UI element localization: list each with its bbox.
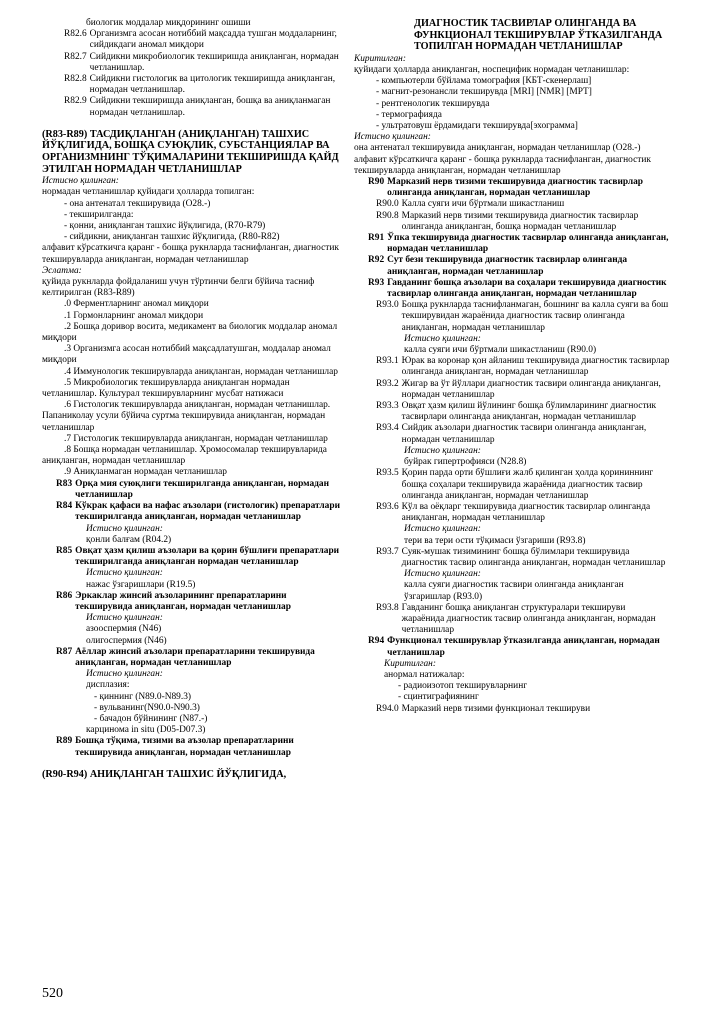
entry-text: Марказий нерв тизими функционал текшируви [401, 703, 591, 714]
entry-text: Гавданинг бошқа аниқланган структуралари текшируви жараёнида диагностик тасвир олинганда аниқланган, нормадан четланишлар [401, 602, 656, 636]
exclusion-item: - қонни, аниқланган ташхис йўқлигида, (R70-R79) [64, 221, 266, 232]
category-r87 [42, 647, 342, 669]
code-entry-r90-0 [354, 199, 670, 210]
code: R93.1 [376, 356, 399, 367]
subdivision-item: .4 Иммунологик текширувларда аниқланган, нормадан четланишлар [64, 366, 338, 377]
exclusion-text: қонли балғам (R04.2) [86, 534, 172, 545]
category-r83 [42, 479, 342, 501]
right-column [354, 18, 670, 715]
subdivision-item: .9 Аниқланмаган нормадан четланишлар [64, 467, 227, 478]
exclusion-item: - сийдикни, аниқланган ташхис йўқлигида, (R80-R82) [64, 232, 280, 243]
entry-text: Суяк-мушак тизимининг бошқа бўлимлари текширувида диагностик тасвир олинганда аниқланган, нормадан четланишлар [401, 546, 666, 568]
category-r94 [354, 636, 670, 658]
inclusion-label: Киритилган: [384, 658, 436, 669]
code-entry-r93-8 [354, 603, 670, 637]
note-label: Эслатма: [42, 265, 82, 276]
code-entry-r93-1 [354, 356, 670, 378]
category-title: Гавданинг бошқа аъзолари ва соҳалари текширувида диагностик тасвирлар олинганда аниқланган, нормадан четланишлар [387, 277, 667, 300]
code: R92 [368, 255, 385, 266]
category-r92 [354, 255, 670, 277]
exclusion-text: калла суяги диагностик тасвири олинганда аниқланган ўзгаришлар (R93.0) [404, 580, 624, 602]
code-entry-r82-8 [42, 74, 342, 96]
category-title: Аёллар жинсий аъзолари препаратларини текширувида аниқланган, нормадан четланишлар [75, 646, 315, 668]
code-entry-r93-2 [354, 379, 670, 401]
code: R85 [56, 545, 73, 556]
subdivision-item: .0 Ферментларнинг аномал миқдори [64, 299, 209, 310]
entry-text: Сийдикни текширишда аниқланган, бошқа ва аниқланмаган нормадан четланишлар. [89, 96, 331, 118]
exclusion-item: - она антенатал текширувида (O28.-) [64, 198, 211, 209]
code-entry-r82-7 [42, 52, 342, 74]
section-heading-r83-r89: (R83-R89) ТАСДИҚЛАНГАН (АНИҚЛАНГАН) ТАШХИС ЙЎҚЛИГИДА, БОШҚА СУЮҚЛИК, СУБСТАНЦИЯЛАР ВА ОРГАНИЗМНИНГ ТЎҚИМАЛАРИНИ ТЕКШИРИШДА ҚАЙД ЭТИЛГАН НОРМАДАН ЧЕТЛАНИШЛАР [42, 128, 339, 175]
exclusion-item: - бачадон бўйнининг (N87.-) [94, 713, 208, 724]
exclusion-text: буйрак гипертрофияси (N28.8) [404, 457, 527, 468]
spacer [42, 119, 342, 127]
code: R93.7 [376, 546, 399, 557]
exclusion-label: Истисно қилинган: [404, 333, 481, 344]
exclusion-text: она антенатал текширувида аниқланган, нормадан четланишлар (O28.-) [354, 143, 641, 154]
inclusion-item: - рентгенологик текширувда [376, 98, 490, 109]
exclusion-label: Истисно қилинган: [86, 613, 163, 624]
inclusion-item: - магнит-резонансли текширувда [MRI] [NMR] [MPT] [376, 87, 592, 98]
entry-text: Сийдик аъзолари диагностик тасвири олинганда аниқланган, нормадан четланишлар [401, 423, 647, 445]
entry-text: Калла суяги ичи бўртмали шикастланиш [401, 199, 565, 210]
category-r84 [42, 501, 342, 523]
inclusion-item: - радиоизотоп текширувларнинг [398, 681, 528, 692]
entry-text: Юрак ва коронар қон айланиш текширувида диагностик тасвирлар олинганда аниқланган, нормадан четланишлар [401, 356, 670, 378]
category-r86 [42, 591, 342, 613]
code-entry-r93-7 [354, 547, 670, 569]
inclusion-label: Киритилган: [354, 53, 406, 64]
code: R90 [368, 177, 385, 188]
code-entry-r82-9 [42, 96, 342, 118]
section-heading-continued: ДИАГНОСТИК ТАСВИРЛАР ОЛИНГАНДА ВА ФУНКЦИОНАЛ ТЕКШИРУВЛАР ЎТКАЗИЛГАНДА ТОПИЛГАН НОРМАДАН ЧЕТЛАНИШЛАР [414, 18, 663, 53]
entry-text: Сийдикни гистологик ва цитологик текширишда аниқланган, нормадан четланишлар. [89, 74, 336, 96]
category-r89 [42, 736, 342, 758]
section-heading-r90-r94: (R90-R94) АНИҚЛАНГАН ТАШХИС ЙЎҚЛИГИДА, [42, 768, 287, 780]
code: R83 [56, 478, 73, 489]
exclusion-item: - текширилганда: [64, 209, 134, 220]
exclusion-label: Истисно қилинган: [404, 569, 481, 580]
exclusion-label: Истисно қилинган: [354, 132, 431, 143]
subdivision-item: .7 Гистологик текширувларда аниқланган, нормадан четланишлар [64, 433, 328, 444]
inclusion-item: - компьютерли бўйлама томография [КБТ-скенерлаш] [376, 76, 592, 87]
code: R87 [56, 646, 73, 657]
code-entry-r93-4 [354, 423, 670, 445]
category-title: Орқа мия суюқлиги текширилганда аниқланган, нормадан четланишлар [75, 478, 330, 500]
exclusion-tail: карцинома in situ (D05-D07.3) [86, 725, 206, 736]
inclusion-item: - термографияда [376, 109, 442, 120]
exclusion-label: Истисно қилинган: [86, 523, 163, 534]
subdivision-item: .8 Бошқа нормадан четланишлар. Хромосомалар текширувларида аниқланган, нормадан четланишлар [42, 445, 327, 467]
exclusion-text: калла суяги ичи бўртмали шикастланиш (R90.0) [404, 345, 597, 356]
category-title: Бошқа тўқима, тизими ва аъзолар препаратларини текширувида аниқланган, нормадан четланишлар [75, 736, 294, 758]
exclusion-label: Истисно қилинган: [86, 669, 163, 680]
exclusion-text: тери ва тери ости тўқимаси ўзгариши (R93.8) [404, 535, 586, 546]
code: R93.0 [376, 300, 399, 311]
subdivision-item: .3 Организмга асосан нотиббий мақсадлатушган, моддалар аномал миқдори [42, 344, 331, 366]
category-r91 [354, 233, 670, 255]
inclusion-text: қуйидаги ҳолларда аниқланган, носпецифик нормадан четланишлар: [354, 64, 630, 75]
subdivision-item: .2 Бошқа доривор восита, медикамент ва биологик моддалар аномал миқдори [42, 321, 338, 344]
code-entry-r90-8 [354, 211, 670, 233]
code: R93.2 [376, 378, 399, 389]
spacer [42, 759, 342, 767]
category-r85 [42, 546, 342, 568]
code: R86 [56, 590, 73, 601]
entry-text: Қорин парда орти бўшлиғи жалб қилинган ҳолда қорининнинг бошқа соҳалари текширувида жараёнида диагностик тасвир олинганда аниқланган, нормадан четланишлар [401, 468, 654, 501]
subdivision-item: .6 Гистологик текширувларда аниқланган, нормадан четланишлар. Папаниколау усули бўйича суртма текширувида аниқланган, нормадан четланишлар [42, 400, 331, 433]
exclusion-text: нажас ўзгаришлари (R19.5) [86, 579, 196, 590]
category-title: Овқат ҳазм қилиш аъзолари ва қорин бўшлиғи препаратлари текширилганда аниқланган нормадан четланишлар [75, 545, 340, 568]
code-entry-r94-0 [354, 704, 670, 715]
code-entry-r93-5 [354, 468, 670, 502]
category-r90 [354, 177, 670, 199]
code: R89 [56, 736, 73, 747]
subdivision-item: .1 Гормонларнинг аномал миқдори [64, 310, 204, 321]
code: R93 [368, 277, 385, 288]
exclusion-label: Истисно қилинган: [86, 568, 163, 579]
code: R93.5 [376, 468, 399, 479]
exclusion-label: Истисно қилинган: [404, 445, 481, 456]
code-entry-r93-0 [354, 300, 670, 334]
category-title: Кўкрак қафаси ва нафас аъзолари (гистологик) препаратлари текширилганда аниқланган, нормадан четланишлар [75, 501, 340, 523]
exclusion-item: азооспермия (N46) [86, 624, 162, 635]
entry-text: Сийдикни микробиологик текширишда аниқланган, нормадан четланишлар. [89, 51, 339, 73]
entry-text: Бошқа рукнларда таснифланмаган, бошнинг ва калла суяги ва бош текширувидан жараёнида диагностик тасвир олинганда аниқланган, нормадан четланишлар [401, 300, 669, 333]
exclusion-tail: алфавит кўрсаткичга қаранг - бошқа рукнларда таснифланган, диагностик текширувларда аниқланган, нормадан четланишлар [354, 154, 651, 176]
category-title: Марказий нерв тизими текширувида диагностик тасвирлар олинганда аниқланган, нормадан четланишлар [387, 177, 644, 199]
category-title: Ўпка текширувида диагностик тасвирлар олинганда аниқланган, нормадан четланишлар [387, 233, 669, 255]
inclusion-item: - сцинтиграфиянинг [398, 692, 479, 703]
category-title: Функционал текширувлар ўтказилганда аниқланган, нормадан четланишлар [387, 636, 660, 658]
category-title: Сут бези текширувида диагностик тасвирлар олинганда аниқланган, нормадан четланишлар [387, 255, 628, 277]
entry-text: Марказий нерв тизими текширувида диагностик тасвирлар олинганда аниқланган, бошқа нормадан четланишлар [401, 210, 639, 232]
note-text: қуйида рукнларда фойдаланиш учун тўртинчи белги бўйича тасниф келтирилган (R83-R89) [42, 277, 315, 299]
code: R82.8 [64, 74, 87, 85]
code-entry-r93-6 [354, 502, 670, 524]
code-entry-r82-6 [42, 29, 342, 51]
exclusion-label: Истисно қилинган: [42, 176, 119, 187]
continued-line: биологик моддалар миқдорининг ошиши [86, 18, 251, 28]
entry-text: Овқат ҳазм қилиш йўлининг бошқа бўлимларининг диагностик тасвирлари олинганда аниқланган, нормадан четланишлар [401, 401, 657, 423]
code: R93.8 [376, 602, 399, 613]
exclusion-text: нормадан четланишлар қуйидаги ҳолларда топилган: [42, 187, 255, 198]
code: R94 [368, 636, 385, 647]
exclusion-tail: алфавит кўрсаткичга қаранг - бошқа рукнларда таснифланган, диагностик текширувларда аниқланган, нормадан четланишлар [42, 243, 339, 265]
entry-text: Кўл ва оёқларг текширувида диагностик тасвирлар олинганда аниқланган, нормадан четланишлар [401, 501, 651, 524]
subdivision-item: .5 Микробиологик текширувларда аниқланган нормадан четланишлар. Культурал текширувларнинг мусбат натижаси [42, 377, 290, 400]
exclusion-item: олигоспермия (N46) [86, 635, 167, 646]
entry-text: Жигар ва ўт йўллари диагностик тасвири олинганда аниқланган, нормадан четланишлар [401, 378, 661, 400]
category-r93 [354, 278, 670, 300]
code: R84 [56, 501, 73, 512]
code: R82.6 [64, 29, 87, 40]
exclusion-label: Истисно қилинган: [404, 524, 481, 535]
code: R90.8 [376, 210, 399, 221]
code: R93.3 [376, 401, 399, 412]
inclusion-item: - ультратовуш ёрдамидаги текширувда[эхограмма] [376, 121, 578, 131]
left-column [42, 18, 342, 781]
category-title: Эркаклар жинсий аъзоларининг препаратларини текширувида аниқланган, нормадан четланишлар [75, 590, 291, 612]
code: R91 [368, 233, 385, 244]
page-number: 520 [42, 986, 63, 1001]
code: R93.4 [376, 423, 399, 434]
exclusion-item: - қиннинг (N89.0-N89.3) [94, 691, 192, 702]
exclusion-item: - вульванинг(N90.0-N90.3) [94, 702, 200, 713]
exclusion-text: дисплазия: [86, 680, 130, 691]
code: R90.0 [376, 199, 399, 210]
entry-text: Организмга асосан нотиббий мақсадда тушган моддаларнинг, сийдикдаги аномал миқдори [89, 29, 337, 51]
inclusion-text: анормал натижалар: [384, 669, 465, 680]
code-entry-r93-3 [354, 401, 670, 423]
code: R82.9 [64, 96, 87, 107]
code: R82.7 [64, 51, 87, 62]
code: R94.0 [376, 703, 399, 714]
code: R93.6 [376, 501, 399, 512]
